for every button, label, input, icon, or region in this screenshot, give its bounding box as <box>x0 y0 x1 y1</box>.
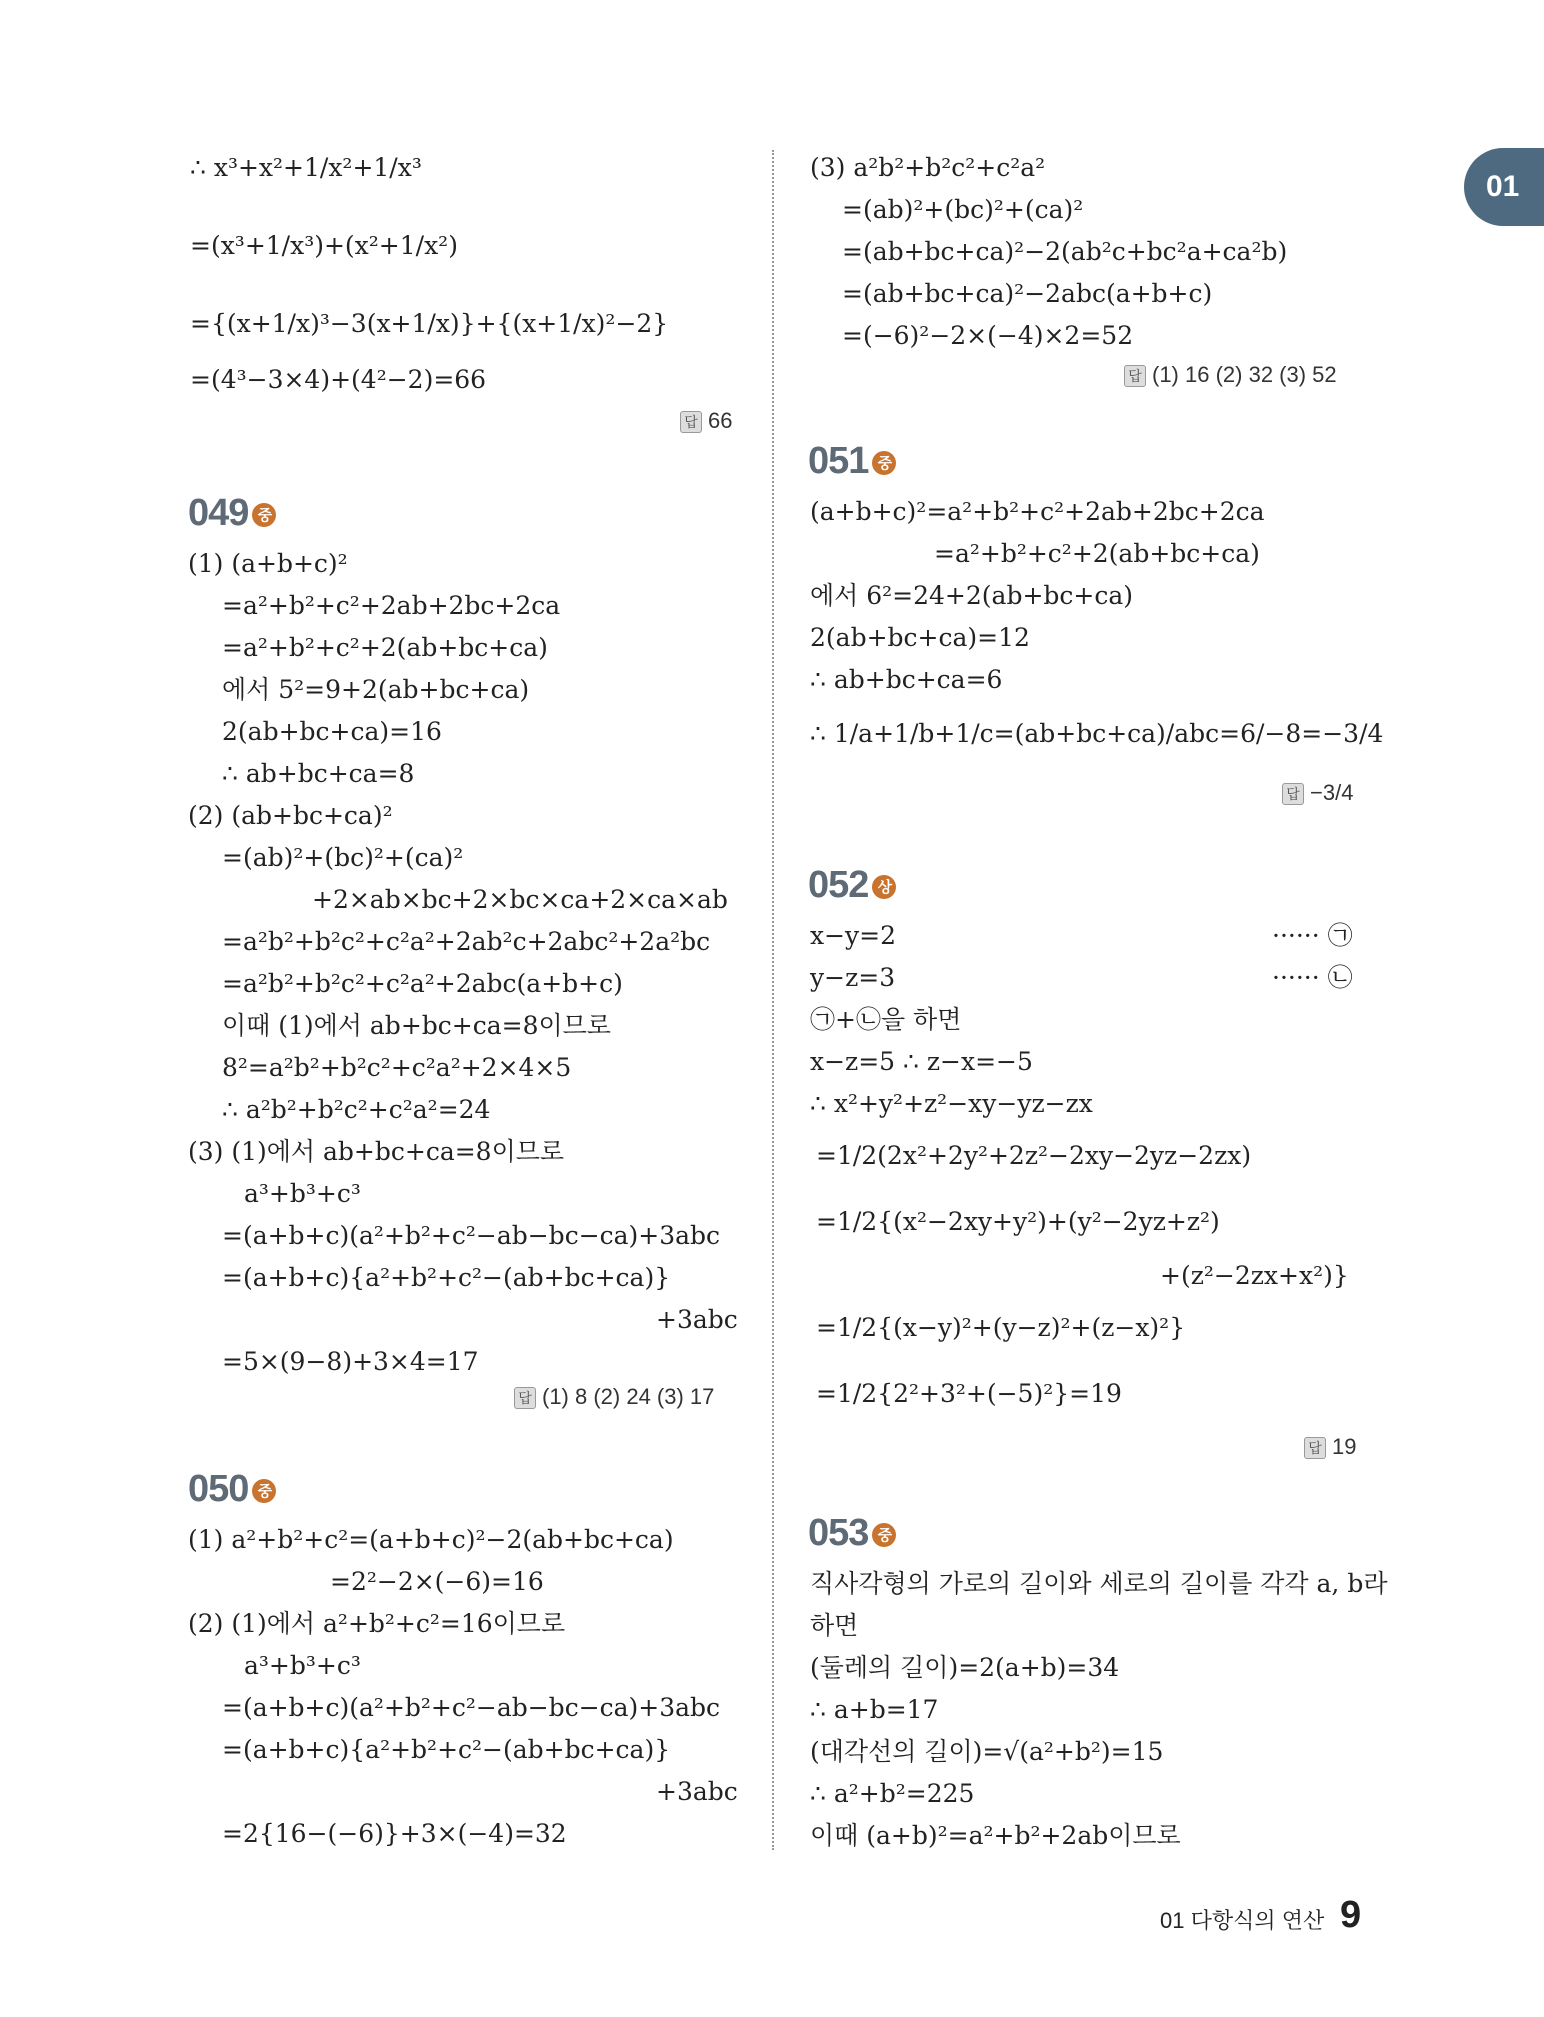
math-line: a³+b³+c³ <box>244 1179 361 1208</box>
equation-mark: ······ ㉡ <box>1272 963 1353 992</box>
math-line: 이때 (a+b)²=a²+b²+2ab이므로 <box>810 1821 1181 1850</box>
difficulty-badge: 상 <box>872 875 896 899</box>
answer-value: −3/4 <box>1310 780 1354 805</box>
math-line: ∴ x²+y²+z²−xy−yz−zx <box>810 1089 1093 1118</box>
math-line: ∴ ab+bc+ca=8 <box>222 759 415 788</box>
math-line: ∴ a²+b²=225 <box>810 1779 975 1808</box>
math-line: (1) (a+b+c)² <box>188 549 348 578</box>
page-number: 9 <box>1340 1894 1362 1936</box>
math-line: ∴ a+b=17 <box>810 1695 939 1724</box>
problem-number <box>808 1512 896 1555</box>
math-line: =a²b²+b²c²+c²a²+2abc(a+b+c) <box>222 969 623 998</box>
math-line: ∴ x³+x²+1/x²+1/x³ <box>190 153 422 182</box>
problem-number-text: 049 <box>188 492 249 534</box>
answer-box <box>680 408 732 434</box>
math-line: =a²+b²+c²+2(ab+bc+ca) <box>222 633 548 662</box>
column-divider <box>772 150 774 1850</box>
problem-number-text: 050 <box>188 1468 249 1510</box>
answer-icon: 답 <box>1282 783 1304 805</box>
math-line: (대각선의 길이)=√(a²+b²)=15 <box>810 1737 1164 1766</box>
problem-number-text: 051 <box>808 440 869 482</box>
math-line: +2×ab×bc+2×bc×ca+2×ca×ab <box>312 885 728 914</box>
math-line: =5×(9−8)+3×4=17 <box>222 1347 479 1376</box>
math-line: a³+b³+c³ <box>244 1651 361 1680</box>
math-line: 직사각형의 가로의 길이와 세로의 길이를 각각 a, b라 <box>810 1569 1388 1598</box>
math-line: (1) a²+b²+c²=(a+b+c)²−2(ab+bc+ca) <box>188 1525 674 1554</box>
math-line: =(a+b+c)(a²+b²+c²−ab−bc−ca)+3abc <box>222 1221 721 1250</box>
math-line: =(ab+bc+ca)²−2abc(a+b+c) <box>842 279 1213 308</box>
math-line: (3) (1)에서 ab+bc+ca=8이므로 <box>188 1137 565 1166</box>
math-line: 하면 <box>810 1611 859 1640</box>
chapter-footer: 01 다항식의 연산 <box>1160 1908 1325 1933</box>
difficulty-badge: 중 <box>872 451 896 475</box>
math-line: (2) (1)에서 a²+b²+c²=16이므로 <box>188 1609 566 1638</box>
equation-mark: ······ ㉠ <box>1272 921 1353 950</box>
answer-icon: 답 <box>1304 1437 1326 1459</box>
math-line: =1/2{2²+3²+(−5)²}=19 <box>816 1379 1122 1408</box>
math-line: (3) a²b²+b²c²+c²a² <box>810 153 1046 182</box>
math-line: x−z=5 ∴ z−x=−5 <box>810 1047 1033 1076</box>
math-line: +(z²−2zx+x²)} <box>1160 1261 1349 1290</box>
problem-number <box>188 492 276 535</box>
math-line: ∴ ab+bc+ca=6 <box>810 665 1003 694</box>
math-line: =(−6)²−2×(−4)×2=52 <box>842 321 1134 350</box>
answer-icon: 답 <box>1124 365 1146 387</box>
math-line: =2²−2×(−6)=16 <box>330 1567 544 1596</box>
math-line: =(a+b+c){a²+b²+c²−(ab+bc+ca)} <box>222 1735 671 1764</box>
answer-box <box>1304 1434 1356 1460</box>
math-line: 2(ab+bc+ca)=16 <box>222 717 442 746</box>
difficulty-badge: 중 <box>252 503 276 527</box>
math-line: 이때 (1)에서 ab+bc+ca=8이므로 <box>222 1011 611 1040</box>
math-line: x−y=2 <box>810 921 897 950</box>
math-line: +3abc <box>656 1777 738 1806</box>
math-line: =(a+b+c){a²+b²+c²−(ab+bc+ca)} <box>222 1263 671 1292</box>
answer-box <box>514 1384 714 1410</box>
math-line: ∴ 1/a+1/b+1/c=(ab+bc+ca)/abc=6/−8=−3/4 <box>810 719 1384 748</box>
math-line: 에서 5²=9+2(ab+bc+ca) <box>222 675 530 704</box>
math-line: =1/2{(x²−2xy+y²)+(y²−2yz+z²) <box>816 1207 1220 1236</box>
math-line: =(ab)²+(bc)²+(ca)² <box>222 843 464 872</box>
math-line: =a²+b²+c²+2ab+2bc+2ca <box>222 591 561 620</box>
math-line: =1/2(2x²+2y²+2z²−2xy−2yz−2zx) <box>816 1141 1252 1170</box>
problem-number <box>188 1468 276 1511</box>
answer-value: 66 <box>708 408 733 433</box>
math-line: =(x³+1/x³)+(x²+1/x²) <box>190 231 458 260</box>
math-line: y−z=3 <box>810 963 896 992</box>
math-line: =(ab+bc+ca)²−2(ab²c+bc²a+ca²b) <box>842 237 1288 266</box>
math-line: =(ab)²+(bc)²+(ca)² <box>842 195 1084 224</box>
math-line: =a²+b²+c²+2(ab+bc+ca) <box>934 539 1260 568</box>
math-line: 2(ab+bc+ca)=12 <box>810 623 1030 652</box>
math-line: 8²=a²b²+b²c²+c²a²+2×4×5 <box>222 1053 572 1082</box>
answer-icon: 답 <box>680 411 702 433</box>
problem-number <box>808 440 896 483</box>
problem-number <box>808 864 896 907</box>
answer-value: (1) 8 (2) 24 (3) 17 <box>542 1384 715 1409</box>
math-line: =1/2{(x−y)²+(y−z)²+(z−x)²} <box>816 1313 1186 1342</box>
math-line: (둘레의 길이)=2(a+b)=34 <box>810 1653 1120 1682</box>
difficulty-badge: 중 <box>872 1523 896 1547</box>
answer-value: 19 <box>1332 1434 1357 1459</box>
answer-icon: 답 <box>514 1387 536 1409</box>
math-line: =(4³−3×4)+(4²−2)=66 <box>190 365 487 394</box>
problem-number-text: 052 <box>808 864 869 906</box>
answer-value: (1) 16 (2) 32 (3) 52 <box>1152 362 1337 387</box>
math-line: ∴ a²b²+b²c²+c²a²=24 <box>222 1095 491 1124</box>
math-line: 에서 6²=24+2(ab+bc+ca) <box>810 581 1134 610</box>
difficulty-badge: 중 <box>252 1479 276 1503</box>
math-line: ={(x+1/x)³−3(x+1/x)}+{(x+1/x)²−2} <box>190 309 669 338</box>
math-line: =2{16−(−6)}+3×(−4)=32 <box>222 1819 567 1848</box>
answer-box <box>1282 780 1353 806</box>
math-line: =a²b²+b²c²+c²a²+2ab²c+2abc²+2a²bc <box>222 927 711 956</box>
math-line: (a+b+c)²=a²+b²+c²+2ab+2bc+2ca <box>810 497 1265 526</box>
problem-number-text: 053 <box>808 1512 869 1554</box>
math-line: ㉠+㉡을 하면 <box>810 1005 962 1034</box>
math-line: (2) (ab+bc+ca)² <box>188 801 393 830</box>
answer-box <box>1124 362 1337 388</box>
math-line: +3abc <box>656 1305 738 1334</box>
math-line: =(a+b+c)(a²+b²+c²−ab−bc−ca)+3abc <box>222 1693 721 1722</box>
chapter-tab: 01 <box>1464 148 1544 226</box>
